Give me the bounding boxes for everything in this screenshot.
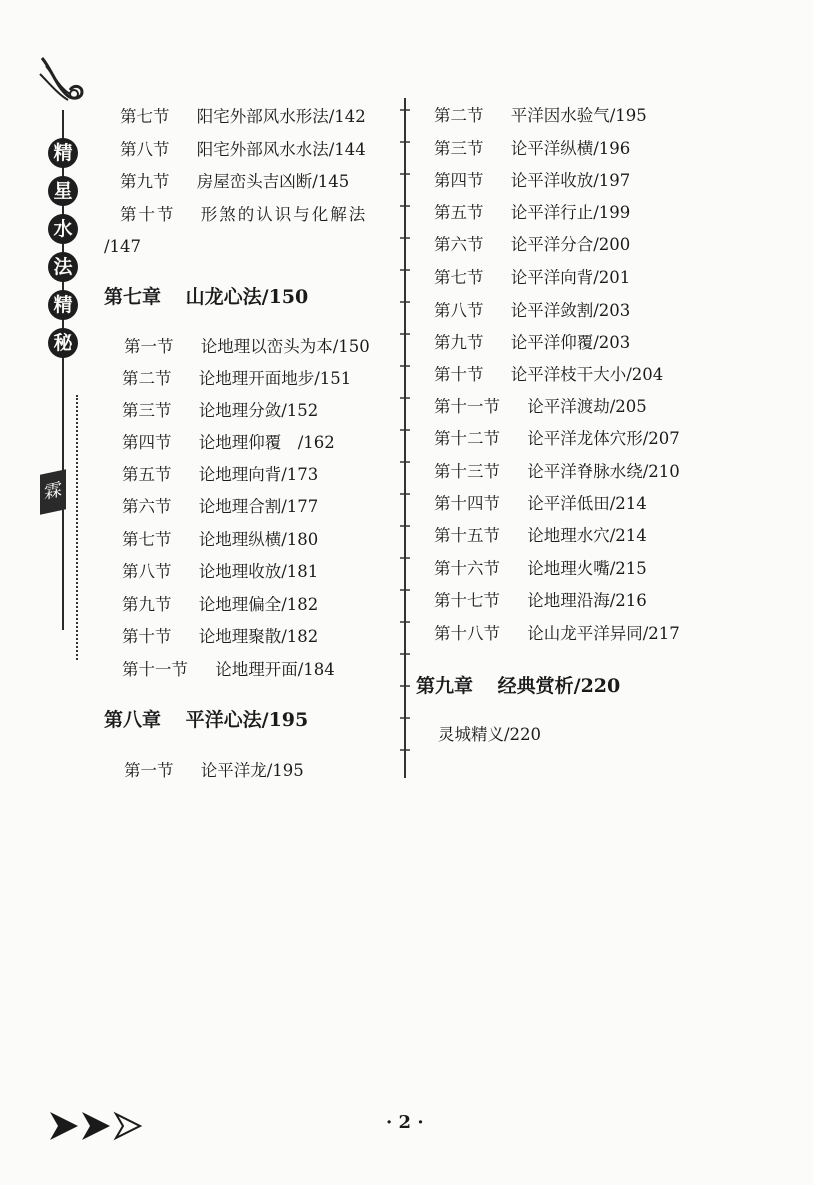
toc-entry xyxy=(434,397,647,417)
section-number: 第十七节 xyxy=(434,591,500,610)
toc-entry xyxy=(120,140,366,160)
chapter-heading xyxy=(104,708,308,732)
section-title: 平洋因水验气/195 xyxy=(510,106,647,125)
toc-entry xyxy=(122,595,318,615)
divider-ticks xyxy=(398,100,412,780)
section-number: 第七节 xyxy=(434,268,484,287)
section-number: 第十一节 xyxy=(122,660,188,679)
section-title: 论地理开面/184 xyxy=(215,660,335,679)
chapter-title: 山龙心法/150 xyxy=(185,286,309,308)
section-number: 第四节 xyxy=(122,433,172,452)
section-number: 第五节 xyxy=(122,465,172,484)
section-number: 第十三节 xyxy=(434,462,500,481)
spine-dotted-line xyxy=(76,395,78,660)
section-title: 论地理分敛/152 xyxy=(198,401,319,420)
section-number: 第八节 xyxy=(120,140,170,159)
section-title: 论地理开面地步/151 xyxy=(198,369,352,388)
toc-entry xyxy=(124,761,304,781)
section-number: 第十五节 xyxy=(434,526,500,545)
section-number: 第二节 xyxy=(434,106,484,125)
section-title: 论平洋纵横/196 xyxy=(510,139,631,158)
section-title: 论平洋行止/199 xyxy=(510,203,631,222)
spine-title-char: 精 xyxy=(48,138,78,168)
section-title: 论平洋敛割/203 xyxy=(510,301,631,320)
section-title: 论平洋向背/201 xyxy=(510,268,631,287)
toc-entry xyxy=(434,139,630,159)
section-number: 第四节 xyxy=(434,171,484,190)
section-title: 阳宅外部风水水法/144 xyxy=(196,140,366,159)
section-number: 第一节 xyxy=(124,337,174,356)
section-number: 第八节 xyxy=(122,562,172,581)
arrow-chevrons-icon xyxy=(48,1106,148,1146)
spine-title-char: 精 xyxy=(48,290,78,320)
section-title: 论地理火嘴/215 xyxy=(527,559,647,578)
section-title: 论地理水穴/214 xyxy=(527,526,647,545)
chapter-label: 第七章 xyxy=(104,286,162,308)
toc-entry xyxy=(122,530,318,550)
toc-entry xyxy=(434,591,647,611)
section-number: 第三节 xyxy=(434,139,484,158)
page-number: · 2 · xyxy=(386,1112,424,1133)
toc-entry xyxy=(122,465,318,485)
toc-entry xyxy=(120,205,367,225)
toc-entry xyxy=(434,624,680,644)
section-title: 论平洋分合/200 xyxy=(510,235,631,254)
toc-entry xyxy=(438,725,541,745)
toc-entry xyxy=(122,627,318,647)
section-title-wrap: /147 xyxy=(104,237,142,256)
toc-entry xyxy=(122,433,335,453)
section-title: 论地理合割/177 xyxy=(198,497,319,516)
spine-title-char: 法 xyxy=(48,252,78,282)
toc-entry xyxy=(434,106,647,126)
section-number: 第九节 xyxy=(122,595,172,614)
toc-entry xyxy=(434,235,630,255)
section-number: 第十二节 xyxy=(434,429,500,448)
toc-entry xyxy=(124,337,370,357)
section-title: 房屋峦头吉凶断/145 xyxy=(196,172,350,191)
section-title: 论地理沿海/216 xyxy=(527,591,647,610)
section-number: 第九节 xyxy=(120,172,170,191)
section-title: 论平洋龙/195 xyxy=(200,761,304,780)
toc-entry xyxy=(434,365,663,385)
section-title: 论地理偏全/182 xyxy=(198,595,319,614)
toc-entry xyxy=(434,333,630,353)
section-number: 第十六节 xyxy=(434,559,500,578)
section-title: 论平洋脊脉水绕/210 xyxy=(527,462,680,481)
section-number: 第一节 xyxy=(124,761,174,780)
section-title: 论平洋低田/214 xyxy=(527,494,647,513)
spine-title-char: 水 xyxy=(48,214,78,244)
chapter-heading xyxy=(416,674,620,698)
toc-entry xyxy=(434,429,680,449)
section-number: 第十八节 xyxy=(434,624,500,643)
section-number: 第五节 xyxy=(434,203,484,222)
seal-stamp: 霖 xyxy=(40,469,66,515)
toc-entry xyxy=(434,559,647,579)
section-title: 论山龙平洋异同/217 xyxy=(527,624,680,643)
toc-entry xyxy=(434,203,630,223)
toc-entry xyxy=(434,494,647,514)
section-number: 第十节 xyxy=(120,205,176,224)
section-title: 论平洋龙体穴形/207 xyxy=(527,429,680,448)
section-number: 第六节 xyxy=(434,235,484,254)
section-number: 第八节 xyxy=(434,301,484,320)
section-number: 第十四节 xyxy=(434,494,500,513)
section-number: 第十节 xyxy=(434,365,484,384)
section-title: 论地理聚散/182 xyxy=(198,627,319,646)
section-title: 形煞的认识与化解法 xyxy=(200,205,368,224)
section-title: 论平洋枝干大小/204 xyxy=(510,365,664,384)
chapter-label: 第八章 xyxy=(104,709,162,731)
toc-entry xyxy=(120,172,349,192)
toc-entry xyxy=(122,660,335,680)
toc-entry xyxy=(434,171,630,191)
section-number: 第七节 xyxy=(122,530,172,549)
spine-title-char: 秘 xyxy=(48,328,78,358)
chapter-title: 平洋心法/195 xyxy=(185,709,309,731)
section-number: 第二节 xyxy=(122,369,172,388)
wing-ornament-icon xyxy=(38,52,88,112)
toc-entry xyxy=(434,268,630,288)
section-title: 论平洋收放/197 xyxy=(510,171,631,190)
section-number: 第十一节 xyxy=(434,397,500,416)
section-title: 论地理向背/173 xyxy=(198,465,319,484)
section-title: 论平洋仰覆/203 xyxy=(510,333,631,352)
section-title: 论地理收放/181 xyxy=(198,562,319,581)
section-number: 第十节 xyxy=(122,627,172,646)
section-title: 论地理以峦头为本/150 xyxy=(200,337,370,356)
section-number: 第六节 xyxy=(122,497,172,516)
chapter-label: 第九章 xyxy=(416,675,474,697)
section-title: 论地理纵横/180 xyxy=(198,530,319,549)
section-title: 灵城精义/220 xyxy=(438,725,542,744)
chapter-title: 经典赏析/220 xyxy=(497,675,621,697)
toc-entry xyxy=(120,107,366,127)
toc-entry xyxy=(122,497,318,517)
toc-entry xyxy=(434,526,647,546)
toc-entry xyxy=(122,369,351,389)
toc-entry xyxy=(122,401,318,421)
section-title: 论地理仰覆 /162 xyxy=(198,433,335,452)
toc-entry xyxy=(434,301,630,321)
section-title: 论平洋渡劫/205 xyxy=(527,397,647,416)
section-number: 第三节 xyxy=(122,401,172,420)
spine-title-char: 星 xyxy=(48,176,78,206)
toc-entry xyxy=(434,462,680,482)
chapter-heading xyxy=(104,285,308,309)
section-number: 第九节 xyxy=(434,333,484,352)
section-number: 第七节 xyxy=(120,107,170,126)
toc-entry xyxy=(122,562,318,582)
section-title: 阳宅外部风水形法/142 xyxy=(196,107,366,126)
